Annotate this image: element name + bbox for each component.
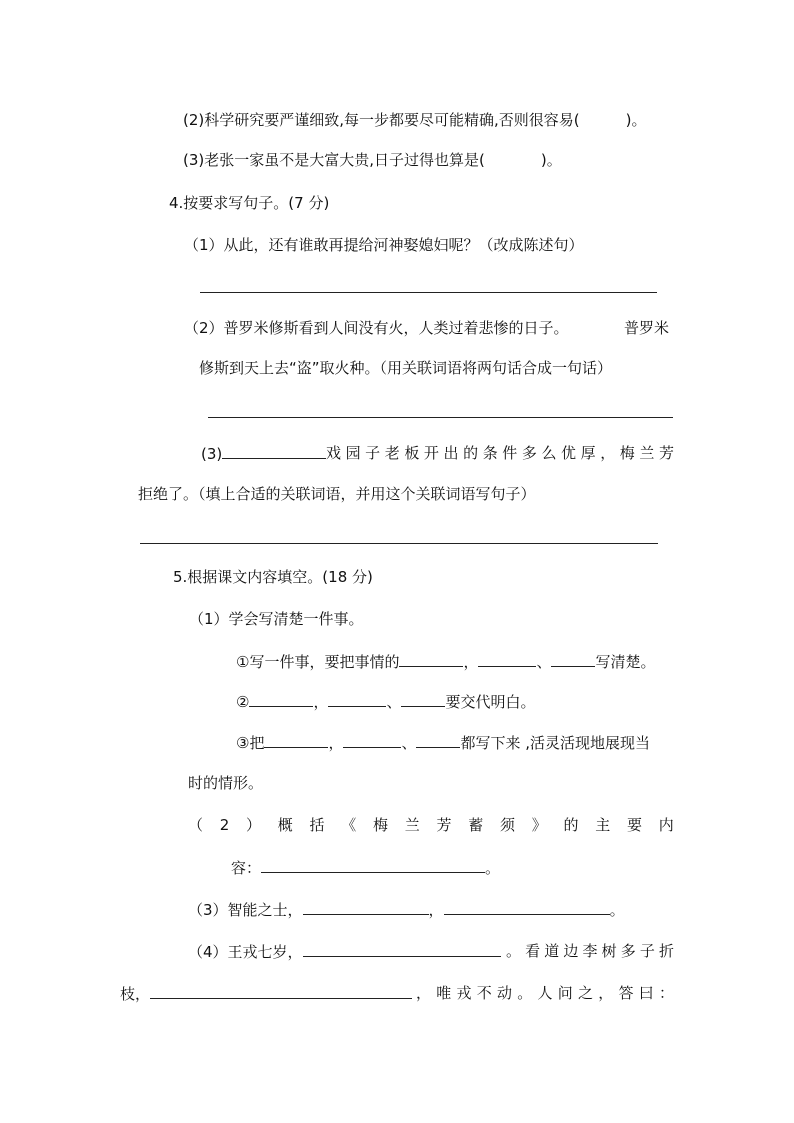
q4-2-text-a2: 普罗米 (624, 319, 670, 337)
q5-3-line: （3）智能之士， ， 。 (188, 901, 625, 919)
q5-1a-blank-2[interactable] (478, 651, 536, 667)
q4-2-answer-line[interactable] (208, 417, 673, 418)
q5-1b-blank-1[interactable] (249, 691, 313, 707)
q5-1a-line: ①写一件事，要把事情的 ， 、 写清楚。 (236, 653, 656, 671)
q5-1c-continuation: 时的情形。 (188, 774, 264, 792)
q5-4b-line: 枝， (120, 983, 412, 1004)
q5-title: 5.根据课文内容填空。(18 分) (173, 568, 373, 586)
q5-1c-blank-2[interactable] (343, 732, 401, 748)
q5-3-blank-2[interactable] (444, 899, 610, 915)
q5-4-text-b: ，唯戎不动。人问之，答曰： (416, 984, 674, 1002)
q5-1b-blank-3[interactable] (401, 691, 445, 707)
q4-2-text-a: （2）普罗米修斯看到人间没有火，人类过着悲惨的日子。 (184, 319, 569, 337)
q4-3-text-a: 戏园子老板开出的条件多么优厚，梅兰芳 (326, 444, 674, 462)
q3-3-line: (3)老张一家虽不是大富大贵,日子过得也算是( )。 (183, 151, 562, 169)
q5-1a-blank-3[interactable] (551, 651, 595, 667)
q5-1c-line: ③把 ， 、 都写下来 ,活灵活现地展现当 (236, 734, 651, 752)
q5-3-blank-1[interactable] (303, 899, 429, 915)
q5-4-line: （4）王戎七岁， (188, 941, 501, 962)
q4-2-text-b: 修斯到天上去“盗”取火种。（用关联词语将两句话合成一句话） (199, 359, 613, 377)
q5-1c-blank-3[interactable] (416, 732, 460, 748)
q5-1c-blank-1[interactable] (264, 732, 328, 748)
q3-3-text: (3)老张一家虽不是大富大贵,日子过得也算是( (183, 151, 485, 169)
q4-title: 4.按要求写句子。(7 分) (169, 194, 330, 212)
q3-2-text: (2)科学研究要严谨细致,每一步都要尽可能精确,否则很容易( (183, 111, 580, 129)
q5-2-blank[interactable] (261, 857, 485, 873)
q4-3-blank[interactable] (222, 443, 326, 459)
q4-3-line: (3) (201, 443, 326, 464)
q5-1a-blank-1[interactable] (399, 651, 463, 667)
q4-3-answer-line[interactable] (140, 543, 658, 544)
q5-1-text: （1）学会写清楚一件事。 (189, 610, 364, 628)
q3-2-line: (2)科学研究要严谨细致,每一步都要尽可能精确,否则很容易( )。 (183, 111, 647, 129)
q5-4-text-a: 。看道边李树多子折 (506, 942, 674, 960)
q4-3-text-b: 拒绝了。（填上合适的关联词语，并用这个关联词语写句子） (138, 485, 536, 503)
q5-2-line: （ 2 ） 概 括 《 梅 兰 芳 蓄 须 》 的 主 要 内 (188, 816, 674, 834)
q4-1-text: （1）从此，还有谁敢再提给河神娶媳妇呢？（改成陈述句） (184, 236, 584, 254)
q5-1b-blank-2[interactable] (328, 691, 386, 707)
q5-2b-line: 容： 。 (231, 859, 501, 877)
q5-4-blank-2[interactable] (150, 983, 412, 999)
q5-1b-line: ② ， 、 要交代明白。 (236, 693, 536, 711)
q4-1-answer-line[interactable] (200, 292, 657, 293)
q5-4-blank-1[interactable] (303, 941, 501, 957)
